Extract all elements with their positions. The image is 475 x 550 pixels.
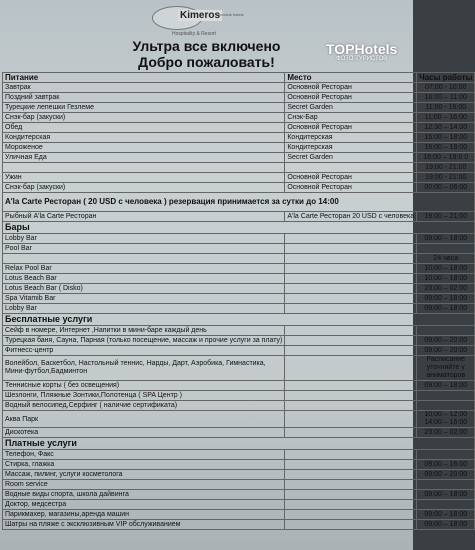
table-row xyxy=(3,356,475,381)
section-header-row xyxy=(3,222,475,234)
section-header-row xyxy=(3,438,475,450)
row-item: Доктор, медсестра xyxy=(3,500,285,510)
table-row xyxy=(3,254,475,264)
row-hours: 24 часа xyxy=(417,254,475,264)
table-row xyxy=(3,244,475,254)
row-place xyxy=(285,336,417,346)
row-place: Кондитерская xyxy=(285,133,417,143)
section-title: Бесплатные услуги xyxy=(3,314,475,326)
row-item xyxy=(3,254,285,264)
row-place: Основной Ресторан xyxy=(285,83,417,93)
table-header-row xyxy=(3,73,475,83)
row-place: Основной Ресторан xyxy=(285,183,417,193)
row-hours: 09:00 – 20:00 xyxy=(417,336,475,346)
table-row xyxy=(3,490,475,500)
row-item: Поздний завтрак xyxy=(3,93,285,103)
table-row xyxy=(3,294,475,304)
table-row xyxy=(3,234,475,244)
row-place: Основной Ресторан xyxy=(285,93,417,103)
table-row xyxy=(3,460,475,470)
column-header-food: Питание xyxy=(3,73,285,83)
row-item: Фитнесс-центр xyxy=(3,346,285,356)
welcome-heading: Добро пожаловать! xyxy=(138,54,275,70)
table-row xyxy=(3,173,475,183)
row-place xyxy=(285,346,417,356)
table-row xyxy=(3,83,475,93)
table-row xyxy=(3,346,475,356)
page-title: Ультра все включено xyxy=(132,38,281,54)
row-item: Шатры на пляже с эксклюзивным VIP обслуживанием xyxy=(3,520,285,530)
row-item: Relax Pool Bar xyxy=(3,264,285,274)
row-hours xyxy=(417,500,475,510)
row-hours xyxy=(417,244,475,254)
row-hours: 09:00 – 18:00 xyxy=(417,234,475,244)
row-hours xyxy=(417,450,475,460)
row-hours: 09:00 – 18:00 xyxy=(417,490,475,500)
row-hours: 23:00 – 02:00 xyxy=(417,284,475,294)
section-title: A'la Carte Ресторан ( 20 USD с человека ) резервация принимается за сутки до 14:00 xyxy=(3,193,475,212)
row-place xyxy=(285,254,417,264)
row-hours xyxy=(417,326,475,336)
row-hours: 09:00 – 18:00 xyxy=(417,510,475,520)
watermark-brand: TOPHotels xyxy=(326,41,398,57)
row-hours: 07:00 - 10:00 xyxy=(417,83,475,93)
section-header-row xyxy=(3,193,475,212)
row-item: Pool Bar xyxy=(3,244,285,254)
row-item: Обед xyxy=(3,123,285,133)
table-row xyxy=(3,450,475,460)
row-hours: 11:00 – 16:00 xyxy=(417,113,475,123)
row-hours: 09:00 – 20:00 xyxy=(417,470,475,480)
table-row xyxy=(3,163,475,173)
row-place: Снэк-Бар xyxy=(285,113,417,123)
row-item: Снэк-бар (закуски) xyxy=(3,113,285,123)
row-item: Мороженое xyxy=(3,143,285,153)
row-item: Дискотека xyxy=(3,428,285,438)
row-hours: 00:00 – 06:00 xyxy=(417,183,475,193)
table-row xyxy=(3,133,475,143)
row-item: Парикмахер, магазины,аренда машин xyxy=(3,510,285,520)
row-place xyxy=(285,470,417,480)
row-place xyxy=(285,520,417,530)
row-place: A'la Carte Ресторан 20 USD с человека xyxy=(285,212,417,222)
row-place xyxy=(285,381,417,391)
row-place xyxy=(285,500,417,510)
row-place: Основной Ресторан xyxy=(285,123,417,133)
table-row xyxy=(3,143,475,153)
row-place xyxy=(285,450,417,460)
row-place xyxy=(285,356,417,381)
row-place xyxy=(285,326,417,336)
column-header-place: Место xyxy=(285,73,417,83)
row-hours: 11:00 - 16:00 xyxy=(417,103,475,113)
row-item: Аква Парк xyxy=(3,411,285,428)
row-item: Шезлонги, Пляжные Зонтики,Полотенца ( SPA Центр ) xyxy=(3,391,285,401)
row-place: Кондитерская xyxy=(285,143,417,153)
row-hours: 23:00 – 02:00 xyxy=(417,428,475,438)
row-place xyxy=(285,264,417,274)
section-title: Бары xyxy=(3,222,475,234)
table-row xyxy=(3,336,475,346)
section-header-row xyxy=(3,314,475,326)
row-item: Lotus Beach Bar ( Disko) xyxy=(3,284,285,294)
row-place xyxy=(285,294,417,304)
row-hours: 16:00 – 18:0 0 xyxy=(417,153,475,163)
row-item: Телефон, Факс xyxy=(3,450,285,460)
row-item: Ужин xyxy=(3,173,285,183)
row-hours: 19:00 - 21:00 xyxy=(417,173,475,183)
row-hours: 10:00 – 11:00 xyxy=(417,93,475,103)
row-place: Secret Garden xyxy=(285,103,417,113)
row-item: Волейбол, Баскетбол, Настольный теннис, Нарды, Дарт, Аэробика, Гимнастика, Мини-футбол,Бадминтон xyxy=(3,356,285,381)
watermark-sub: ФОТО ТУРИСТОВ xyxy=(336,56,388,62)
row-item: Стирка, глажка xyxy=(3,460,285,470)
table-row xyxy=(3,391,475,401)
row-item: Водный велосипед,Серфинг ( наличие сертификата) xyxy=(3,401,285,411)
row-place xyxy=(285,304,417,314)
row-place xyxy=(285,401,417,411)
row-item: Lotus Beach Bar xyxy=(3,274,285,284)
logo-subtext: ecoclub hotels xyxy=(218,12,244,17)
row-place xyxy=(285,234,417,244)
table-row xyxy=(3,401,475,411)
row-item: Уличная Еда xyxy=(3,153,285,163)
row-item: Снэк-бар (закуски) xyxy=(3,183,285,193)
table-row xyxy=(3,470,475,480)
row-item: Турецкая баня, Сауна, Парная (только посещение, массаж и прочие услуги за плату) xyxy=(3,336,285,346)
table-row xyxy=(3,93,475,103)
row-hours: 19:00 – 21:00 xyxy=(417,212,475,222)
row-place xyxy=(285,284,417,294)
row-hours: 09:00 – 18:00 xyxy=(417,304,475,314)
table-row xyxy=(3,123,475,133)
table-row xyxy=(3,520,475,530)
table-row xyxy=(3,212,475,222)
section-title: Платные услуги xyxy=(3,438,475,450)
logo-text: Kimeros xyxy=(180,10,221,21)
row-item: Водные виды спорта, школа дайвинга xyxy=(3,490,285,500)
row-place xyxy=(285,510,417,520)
row-item: Завтрак xyxy=(3,83,285,93)
schedule-table xyxy=(2,72,475,530)
row-hours: 15:00 – 18:00 xyxy=(417,133,475,143)
row-place xyxy=(285,411,417,428)
row-hours: 16:00 – 18:00 xyxy=(417,143,475,153)
row-hours: 09:00 – 18:00 xyxy=(417,294,475,304)
table-row xyxy=(3,480,475,490)
row-hours: 10:00 – 12:00 14:00 – 16:00 xyxy=(417,411,475,428)
table-row xyxy=(3,500,475,510)
row-item: Lobby Bar xyxy=(3,304,285,314)
table-row xyxy=(3,304,475,314)
table-row xyxy=(3,264,475,274)
row-hours: 19:00 - 21:00 xyxy=(417,163,475,173)
row-hours: 10:00 – 18:00 xyxy=(417,274,475,284)
table-row xyxy=(3,510,475,520)
column-header-hours: Часы работы xyxy=(417,73,475,83)
table-row xyxy=(3,326,475,336)
row-hours: 09:00 – 18:00 xyxy=(417,381,475,391)
row-place: Основной Ресторан xyxy=(285,173,417,183)
row-item: Spa Vitamib Bar xyxy=(3,294,285,304)
row-hours xyxy=(417,391,475,401)
row-place xyxy=(285,460,417,470)
row-hours: 09:00 – 18:00 xyxy=(417,520,475,530)
row-place xyxy=(285,490,417,500)
row-hours: 09:00 – 16:00 xyxy=(417,460,475,470)
row-place xyxy=(285,163,417,173)
row-hours xyxy=(417,401,475,411)
row-item: Room service xyxy=(3,480,285,490)
row-hours xyxy=(417,480,475,490)
table-row xyxy=(3,381,475,391)
row-hours: 12:30 – 14:00 xyxy=(417,123,475,133)
table-row xyxy=(3,284,475,294)
row-item: Кондитерская xyxy=(3,133,285,143)
table-row xyxy=(3,153,475,163)
table-row xyxy=(3,428,475,438)
row-hours: Расписание уточняйте у аниматоров xyxy=(417,356,475,381)
row-place xyxy=(285,244,417,254)
table-row xyxy=(3,103,475,113)
row-hours: 10:00 – 18:00 xyxy=(417,264,475,274)
logo-tagline: Hospitality & Resort xyxy=(172,31,216,37)
row-place xyxy=(285,391,417,401)
table-row xyxy=(3,113,475,123)
row-place xyxy=(285,428,417,438)
row-item: Массаж, пилинг, услуги косметолога xyxy=(3,470,285,480)
row-place xyxy=(285,274,417,284)
row-item: Турецкие лепешки Гезлеме xyxy=(3,103,285,113)
table-row xyxy=(3,183,475,193)
row-item: Рыбный A'la Carte Ресторан xyxy=(3,212,285,222)
row-hours: 09:00 – 20:00 xyxy=(417,346,475,356)
row-item xyxy=(3,163,285,173)
row-place xyxy=(285,480,417,490)
row-item: Теннисные корты ( без освещения) xyxy=(3,381,285,391)
hotel-logo xyxy=(146,4,250,30)
row-item: Lobby Bar xyxy=(3,234,285,244)
table-row xyxy=(3,411,475,428)
table-row xyxy=(3,274,475,284)
row-place: Secret Garden xyxy=(285,153,417,163)
row-item: Сейф в номере, Интернет ,Напитки в мини-баре каждый день xyxy=(3,326,285,336)
